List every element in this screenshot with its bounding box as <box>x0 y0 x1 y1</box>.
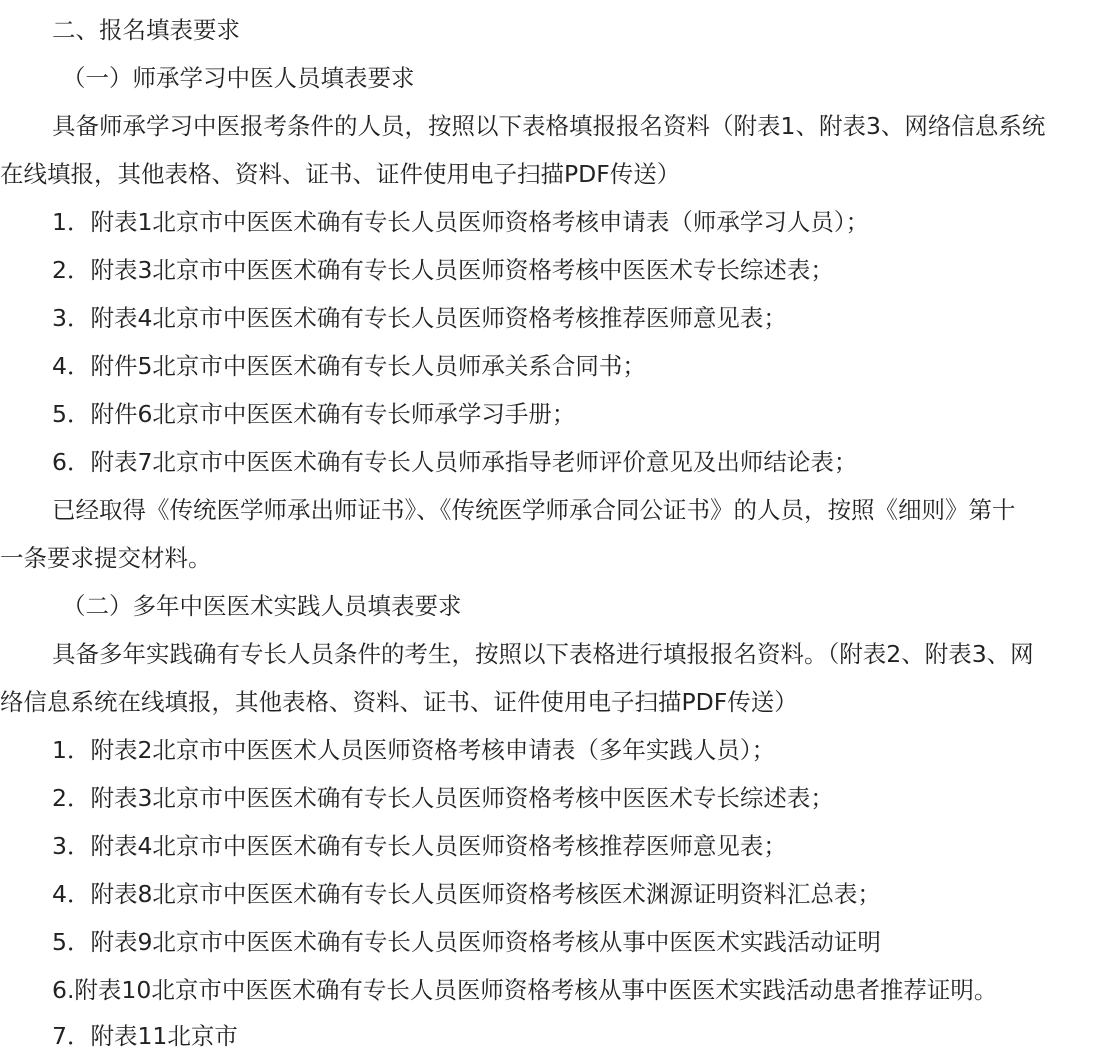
part1-intro-line1: 具备师承学习中医报考条件的人员，按照以下表格填报报名资料（附表1、附表3、网络信息系统 <box>52 112 1046 140</box>
cut-off-line <box>0 1012 1098 1050</box>
part1-note-line2: 一条要求提交材料。 <box>0 544 212 572</box>
part1-item: 1．附表1北京市中医医术确有专长人员医师资格考核申请表（师承学习人员）； <box>52 208 870 236</box>
part1-item: 6．附表7北京市中医医术确有专长人员师承指导老师评价意见及出师结论表； <box>52 448 858 476</box>
part2-intro-line2: 络信息系统在线填报，其他表格、资料、证书、证件使用电子扫描PDF传送） <box>0 688 798 716</box>
part2-item: 4．附表8北京市中医医术确有专长人员医师资格考核医术渊源证明资料汇总表； <box>52 880 881 908</box>
part1-item: 4．附件5北京市中医医术确有专长人员师承关系合同书； <box>52 352 646 380</box>
part1-note-line1: 已经取得《传统医学师承出师证书》、《传统医学师承合同公证书》的人员，按照《细则》第十 <box>52 496 1016 524</box>
part1-heading: （一）师承学习中医人员填表要求 <box>62 64 415 92</box>
part2-item: 1．附表2北京市中医医术人员医师资格考核申请表（多年实践人员）； <box>52 736 776 764</box>
part2-item: 6.附表10北京市中医医术确有专长人员医师资格考核从事中医医术实践活动患者推荐证明。 <box>52 976 998 1004</box>
part2-intro-line1: 具备多年实践确有专长人员条件的考生，按照以下表格进行填报报名资料。（附表2、附表3、网 <box>52 640 1034 668</box>
part1-intro-line2: 在线填报，其他表格、资料、证书、证件使用电子扫描PDF传送） <box>0 160 681 188</box>
part2-item: 2．附表3北京市中医医术确有专长人员医师资格考核中医医术专长综述表； <box>52 784 834 812</box>
part1-item: 5．附件6北京市中医医术确有专长师承学习手册； <box>52 400 576 428</box>
part1-item: 2．附表3北京市中医医术确有专长人员医师资格考核中医医术专长综述表； <box>52 256 834 284</box>
partial-next-line: 7．附表11北京市 <box>52 1022 238 1050</box>
part2-item: 5．附表9北京市中医医术确有专长人员医师资格考核从事中医医术实践活动证明 <box>52 928 881 956</box>
section-title: 二、报名填表要求 <box>52 16 240 44</box>
part2-item: 3．附表4北京市中医医术确有专长人员医师资格考核推荐医师意见表； <box>52 832 787 860</box>
document-body <box>0 6 1086 1014</box>
part1-item: 3．附表4北京市中医医术确有专长人员医师资格考核推荐医师意见表； <box>52 304 787 332</box>
part2-heading: （二）多年中医医术实践人员填表要求 <box>62 592 462 620</box>
